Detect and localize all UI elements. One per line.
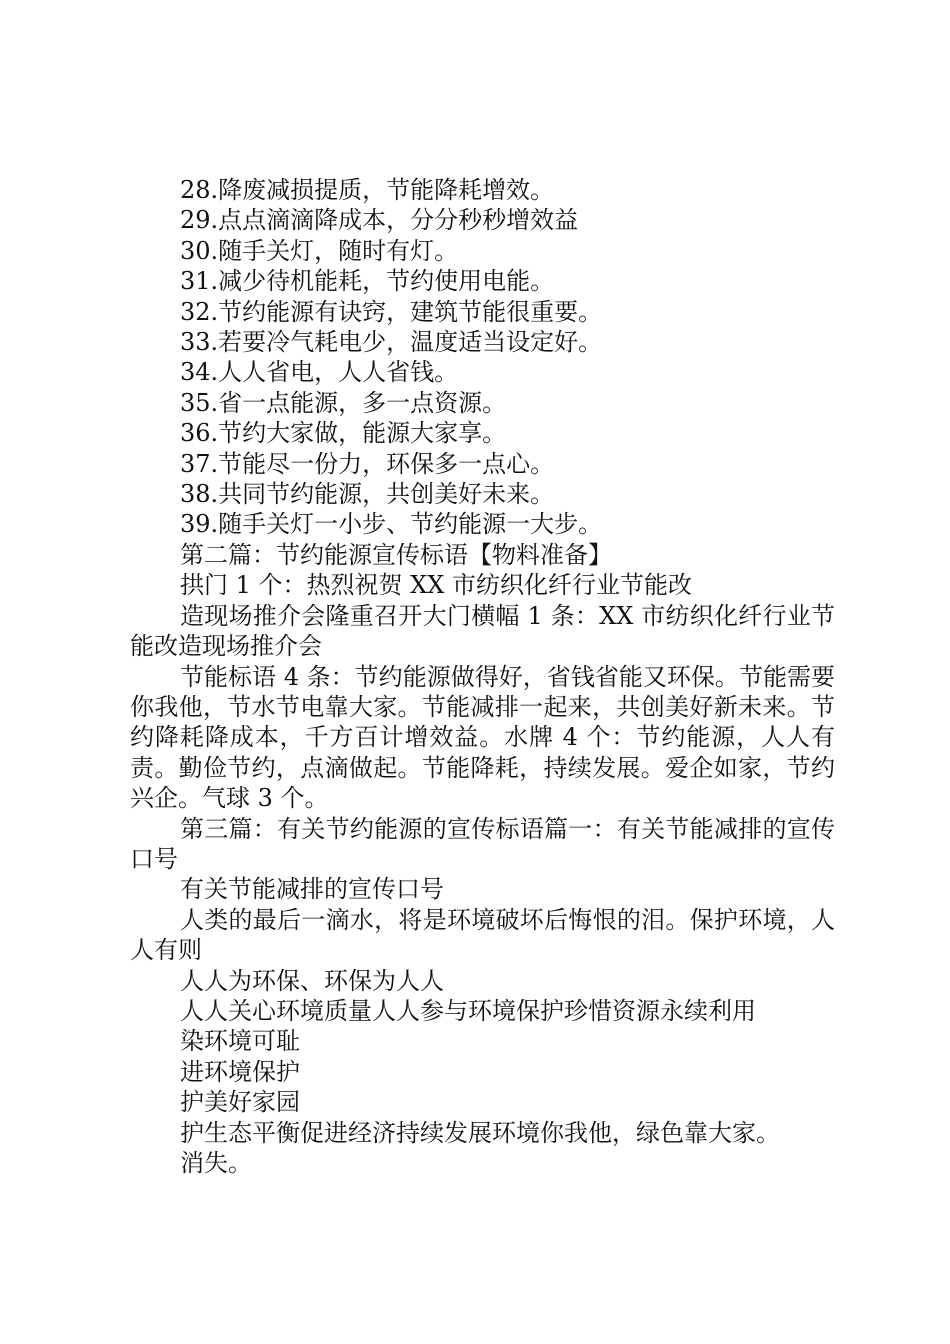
list-item: 护生态平衡促进经济持续发展环境你我他，绿色靠大家。 [180, 1118, 780, 1147]
list-item: 人人为环保、环保为人人 [180, 966, 444, 995]
list-item: 染环境可耻 [180, 1027, 300, 1056]
list-item: 进环境保护 [180, 1057, 300, 1086]
list-item: 28.降废减损提质，节能降耗增效。 [180, 176, 555, 204]
list-item: 36.节约大家做，能源大家享。 [180, 419, 507, 448]
list-item: 32.节约能源有诀窍，建筑节能很重要。 [180, 297, 603, 326]
list-item: 31.减少待机能耗，节约使用电能。 [180, 267, 555, 296]
list-item: 33.若要冷气耗电少，温度适当设定好。 [180, 328, 603, 357]
list-item: 37.节能尽一份力，环保多一点心。 [180, 449, 555, 478]
paragraph: 人类的最后一滴水，将是环境破坏后悔恨的泪。保护环境，人人有则 [130, 905, 835, 965]
section-2-heading: 第二篇：节约能源宣传标语【物料准备】 [180, 540, 612, 569]
list-item: 38.共同节约能源，共创美好未来。 [180, 480, 555, 509]
list-item: 34.人人省电，人人省钱。 [180, 358, 459, 387]
list-item: 护美好家园 [180, 1088, 300, 1117]
banner-paragraph: 造现场推介会隆重召开大门横幅 1 条：XX 市纺织化纤行业节能改造现场推介会 [130, 601, 835, 661]
slogan-list [130, 175, 835, 540]
section-3-subheading: 有关节能减排的宣传口号 [180, 875, 444, 904]
slogans-paragraph: 节能标语 4 条：节约能源做得好，省钱省能又环保。节能需要你我他，节水节电靠大家。节能减排一起来，共创美好新未来。节约降耗降成本，千方百计增效益。水牌 4 个：节约能源，人人有责。勤俭节约，点滴做起。节能降耗，持续发展。爱企如家，节约兴企。气球 3 个。 [130, 662, 835, 813]
list-item: 30.随手关灯，随时有灯。 [180, 236, 459, 265]
list-item: 29.点点滴滴降成本，分分秒秒增效益 [180, 206, 579, 235]
list-item: 35.省一点能源，多一点资源。 [180, 388, 507, 417]
list-item: 39.随手关灯一小步、节约能源一大步。 [180, 510, 603, 539]
slogan-lines [130, 966, 835, 1179]
document-body [130, 175, 835, 1178]
arch-item: 拱门 1 个：热烈祝贺 XX 市纺织化纤行业节能改 [180, 571, 692, 600]
section-3-heading: 第三篇：有关节约能源的宣传标语篇一：有关节能减排的宣传口号 [130, 814, 835, 873]
list-item: 消失。 [180, 1149, 252, 1177]
list-item: 人人关心环境质量人人参与环境保护珍惜资源永续利用 [180, 996, 756, 1025]
